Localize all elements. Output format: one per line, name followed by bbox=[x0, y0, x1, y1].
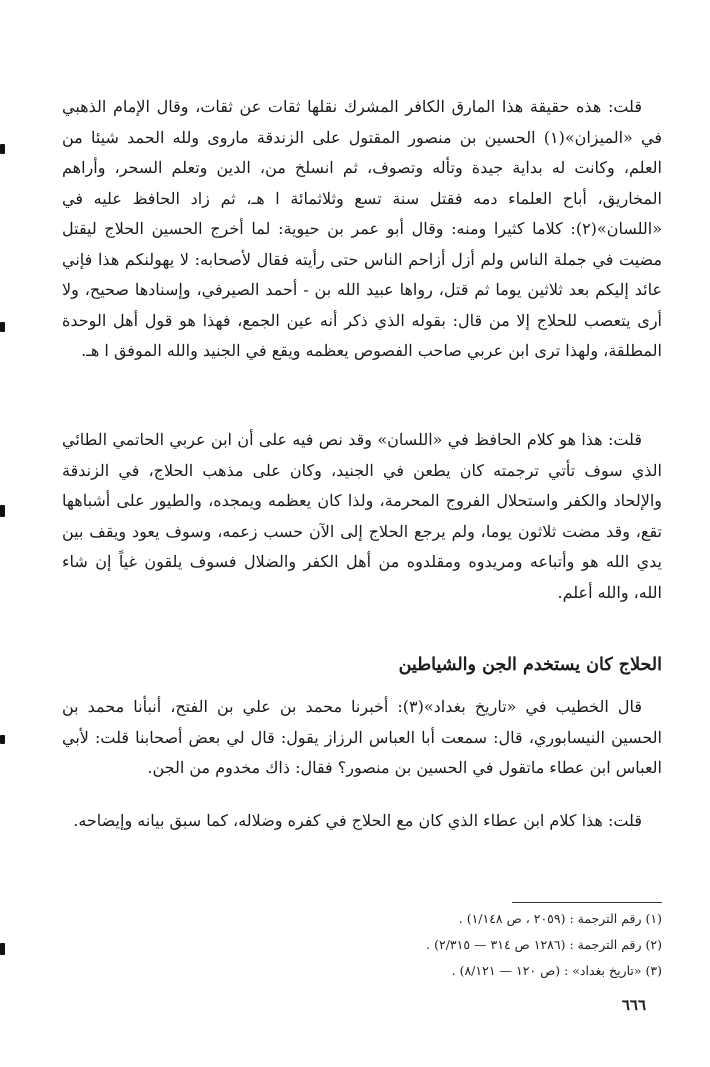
binding-mark bbox=[0, 144, 5, 154]
footnote-2: (٢) رقم الترجمة : (١٢٨٦ ص ٣١٤ — ٢/٣١٥) . bbox=[426, 937, 662, 952]
section-heading: الحلاج كان يستخدم الجن والشياطين bbox=[398, 655, 662, 675]
paragraph-2-text: قلت: هذا هو كلام الحافظ في «اللسان» وقد نص فيه على أن ابن عربي الحاتمي الطائي الذي سوف تأتي ترجمته كان يطعن في الجنيد، وكان على مذهب الحلاج، في الزندقة والإلحاد والكفر واستحلال الفروج المحرمة، ولذا كان يعظمه ويمجده، والطيور على أشباهها تقع، وقد مضت ثلاثون يوما، ولم يرجع الحلاج إلى الآن حسب زعمه، وسوف يعود ويقف بين يدي الله هو وأتباعه ومريدوه ومقلدوه من أهل الكفر والضلال فسوف يلقون غياً إن شاء الله، والله أعلم. bbox=[62, 430, 662, 602]
paragraph-1 bbox=[62, 92, 662, 367]
page-number: ٦٦٦ bbox=[621, 996, 646, 1014]
binding-mark bbox=[0, 735, 5, 744]
paragraph-1-text: قلت: هذه حقيقة هذا المارق الكافر المشرك نقلها ثقات عن ثقات، وقال الإمام الذهبي في «الميزان»(١) الحسين بن منصور المقتول على الزندقة ماروى ولله الحمد شيئا من العلم، وكانت له بداية جيدة وتأله وتصوف، ثم انسلخ من، الدين وتعلم السحر، وأراهم المخاريق، أباح العلماء دمه فقتل سنة تسع وثلاثمائة ا هـ، ثم زاد الحافظ عليه في «اللسان»(٢): كلاما كثيرا ومنه: وقال أبو عمر بن حيوية: لما أخرج الحسين الحلاج ليقتل مضيت في جملة الناس ولم أزل أزاحم الناس حتى رأيته فقال لأصحابه: لا يهولنكم هذا فإني عائد إليكم بعد ثلاثين يوما ثم قتل، رواها عبيد الله بن - أحمد الصيرفي، وإسنادها صحيح، ولا أرى يتعصب للحلاج إلا من قال: بقوله الذي ذكر أنه عين الجمع، فهذا هو قول أهل الوحدة المطلقة، ولهذا ترى ابن عربي صاحب الفصوص يعظمه ويقع في الجنيد والله الموفق ا هـ. bbox=[62, 97, 663, 360]
footnotes bbox=[262, 906, 662, 984]
paragraph-4 bbox=[62, 806, 662, 837]
paragraph-3 bbox=[62, 692, 662, 784]
footnote-divider bbox=[512, 902, 662, 903]
footnote-3: (٣) «تاريخ بغداد» : (ص ١٢٠ — ٨/١٢١) . bbox=[451, 963, 662, 978]
paragraph-4-text: قلت: هذا كلام ابن عطاء الذي كان مع الحلاج في كفره وضلاله، كما سبق بيانه وإيضاحه. bbox=[73, 811, 642, 830]
footnote-1: (١) رقم الترجمة : (٢٠٥٩ ، ص ١/١٤٨) . bbox=[458, 911, 662, 926]
paragraph-3-text: قال الخطيب في «تاريخ بغداد»(٣): أخبرنا محمد بن علي بن الفتح، أنبأنا محمد بن الحسين النيسابوري، قال: سمعت أبا العباس الرزاز يقول: قال لي بعض أصحابنا قلت: لأبي العباس ابن عطاء ماتقول في الحسين بن منصور؟ فقال: ذاك مخدوم من الجن. bbox=[62, 697, 662, 777]
binding-mark bbox=[0, 322, 5, 332]
paragraph-2 bbox=[62, 425, 662, 608]
binding-mark bbox=[0, 943, 5, 955]
binding-mark bbox=[0, 505, 5, 517]
